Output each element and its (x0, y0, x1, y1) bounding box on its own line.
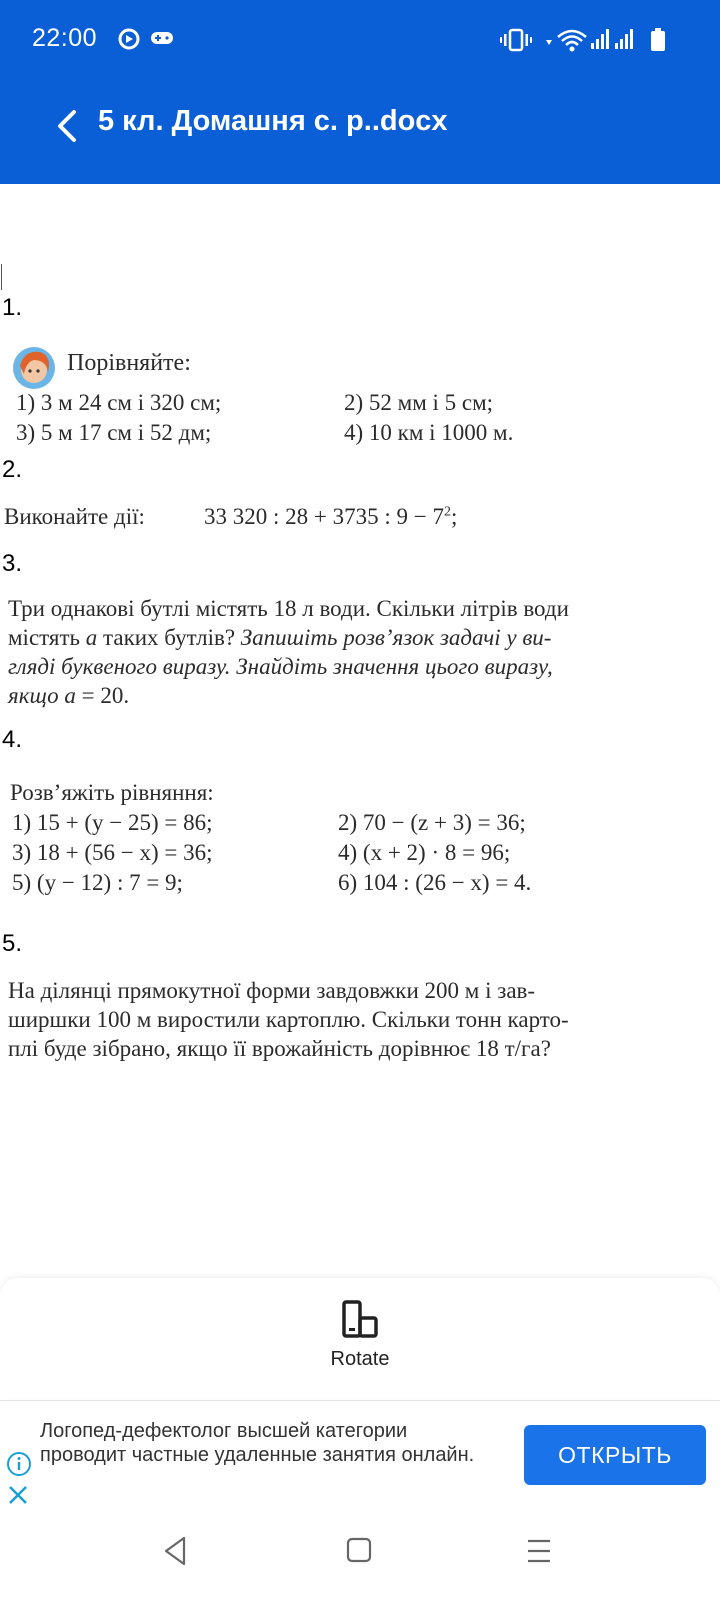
question-number-4: 4. (2, 726, 23, 753)
q1-item: 2) 52 мм і 5 см; (344, 390, 494, 415)
ad-open-button[interactable]: ОТКРЫТЬ (524, 1425, 706, 1485)
question-number-1: 1. (2, 294, 23, 321)
question-number-3: 3. (2, 550, 23, 577)
q4-equation: 4) (x + 2) · 8 = 96; (338, 840, 511, 865)
bottom-toolbar (0, 1278, 720, 1398)
wifi-icon (544, 28, 590, 59)
close-icon[interactable] (6, 1483, 30, 1512)
document-title: 5 кл. Домашня с. р..docx (98, 105, 448, 137)
info-icon[interactable] (6, 1451, 32, 1482)
question-number-2: 2. (2, 456, 23, 483)
q1-item: 1) 3 м 24 см і 320 см; (16, 390, 222, 415)
q4-equation: 5) (y − 12) : 7 = 9; (12, 870, 183, 895)
q2-expression: 33 320 : 28 + 3735 : $9 - 7^2$; (204, 504, 458, 529)
q5-line: На ділянці прямокутної форми завдовжки 200 м і зав- (8, 978, 536, 1003)
chevron-left-icon[interactable] (50, 106, 86, 146)
vibrate-icon (500, 28, 532, 57)
q2-label: Виконайте дії: (4, 504, 145, 529)
q3-line: Три однакові бутлі містять 18 л води. Скільки літрів води (8, 596, 569, 621)
q4-equation: 1) 15 + (y − 25) = 86; (12, 810, 213, 835)
ad-banner[interactable] (0, 1400, 720, 1510)
back-triangle-icon[interactable] (160, 1534, 190, 1573)
document-viewer[interactable] (0, 184, 720, 1274)
battery-icon (650, 28, 666, 57)
gamepad-icon (150, 28, 174, 53)
menu-lines-icon[interactable] (524, 1534, 554, 1573)
rotate-device-icon (310, 1300, 410, 1340)
q4-equation: 2) 70 − (z + 3) = 36; (338, 810, 526, 835)
app-bar (0, 0, 720, 184)
status-time: 22:00 (32, 24, 98, 52)
q1-item: 4) 10 км і 1000 м. (344, 420, 514, 445)
rotate-button[interactable] (310, 1300, 410, 1390)
home-square-icon[interactable] (344, 1534, 374, 1573)
system-nav-bar (0, 1512, 720, 1600)
q1-heading: Порівняйте: (67, 350, 191, 376)
question-number-5: 5. (2, 930, 23, 957)
q4-equation: 6) 104 : (26 − x) = 4. (338, 870, 532, 895)
signal-icon (614, 28, 636, 55)
title-bar (0, 96, 720, 156)
q3-line: якщо a = 20. (8, 683, 130, 708)
rotate-label: Rotate (330, 1348, 390, 1370)
avatar-icon (12, 346, 56, 390)
q3-line: містять a таких бутлів? Запишіть розв’язок задачі у ви- (8, 625, 552, 650)
status-bar (0, 18, 720, 64)
ad-text: Логопед-дефектолог высшей категории проводит частные удаленные занятия онлайн. (40, 1420, 475, 1466)
q1-item: 3) 5 м 17 см і 52 дм; (16, 420, 212, 445)
q3-line: гляді буквеного виразу. Знайдіть значення цього виразу, (8, 654, 553, 679)
q5-line: плі буде зібрано, якщо її врожайність дорівнює 18 т/га? (8, 1036, 551, 1061)
text-cursor (1, 264, 2, 290)
q4-equation: 3) 18 + (56 − x) = 36; (12, 840, 213, 865)
q5-line: ширшки 100 м виростили картоплю. Скільки тонн карто- (8, 1007, 569, 1032)
signal-icon (590, 28, 612, 55)
q4-heading: Розв’яжіть рівняння: (10, 780, 214, 805)
media-icon (118, 28, 140, 55)
